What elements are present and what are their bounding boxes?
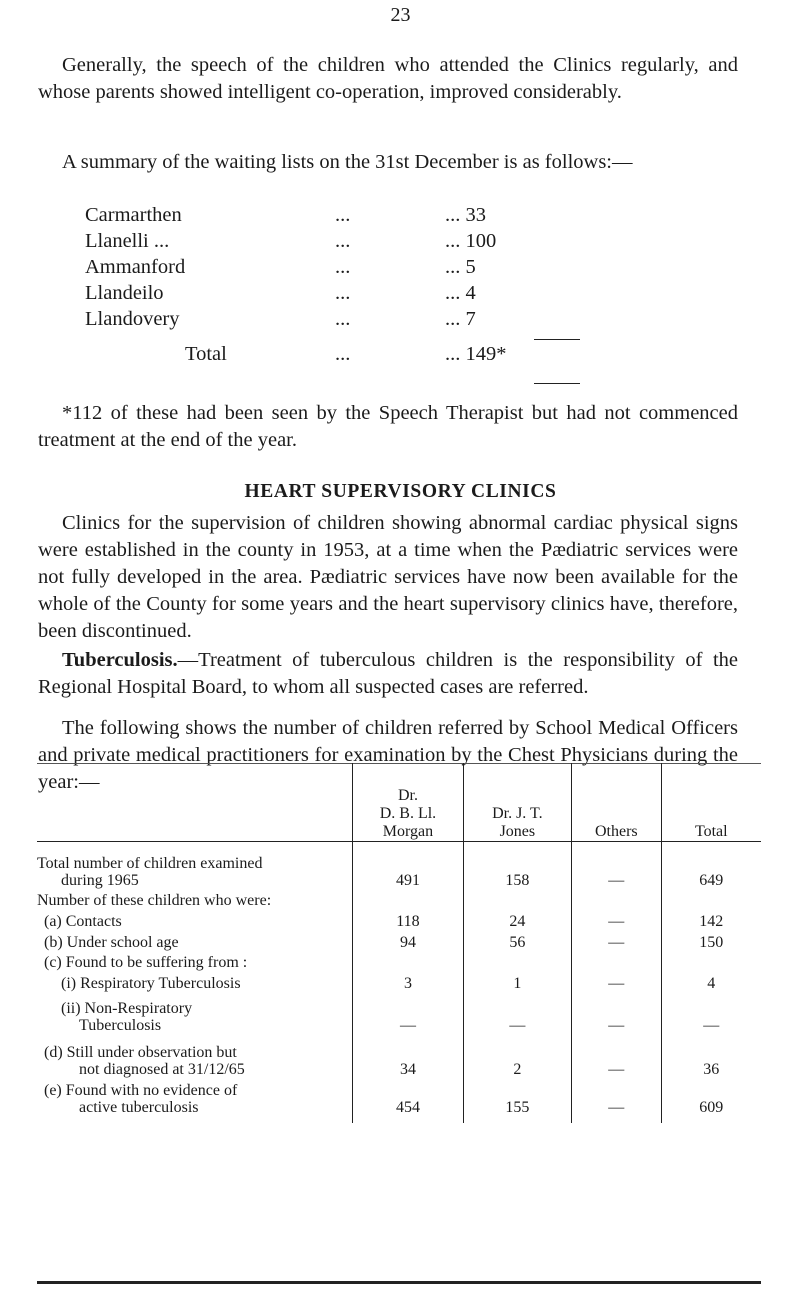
- paragraph-referrals: The following shows the number of children referred by School Medical Officers and private medical practitioners for examination by the Chest Physicians during the year:—: [38, 717, 738, 793]
- waiting-list-row: Llandovery ... ... 7: [85, 306, 525, 333]
- waiting-list-row: Carmarthen ... ... 33: [85, 202, 525, 229]
- place-name: Llanelli ...: [85, 230, 170, 252]
- table-row: Total number of children examined during 1965 491 158 — 649: [37, 842, 761, 890]
- table-row: Number of these children who were:: [37, 890, 761, 910]
- section-heading: HEART SUPERVISORY CLINICS: [244, 481, 557, 502]
- table-row: (ii) Non-Respiratory Tuberculosis — — — —: [37, 993, 761, 1035]
- waiting-total-row: Total ... ... 149*: [185, 343, 507, 365]
- place-name: Llandovery: [85, 308, 180, 330]
- waiting-list-row: Ammanford ... ... 5: [85, 254, 525, 281]
- place-name: Carmarthen: [85, 204, 182, 226]
- table-bottom-rule: [37, 1281, 761, 1284]
- waiting-list-row: Llandeilo ... ... 4: [85, 280, 525, 307]
- subtotal-rule: [534, 339, 580, 340]
- header-dr-jones: Dr. J. T. Jones: [463, 763, 571, 842]
- paragraph-heart-clinics: Clinics for the supervision of children showing abnormal cardiac physical signs were established in the county in 1953, at a time when the Pædiatric services were not fully developed in the area. Pædiatric services have now been available for the whole of the County for some years and the heart supervisory clinics have, therefore, been discontinued.: [38, 512, 738, 642]
- header-others: Others: [572, 763, 662, 842]
- table-row: (c) Found to be suffering from :: [37, 952, 761, 972]
- paragraph-tuberculosis: Tuberculosis.—Treatment of tuberculous children is the responsibility of the Regional Hospital Board, to whom all suspected cases are referred.: [38, 649, 738, 698]
- header-total: Total: [661, 763, 761, 842]
- waiting-count: ... 4: [445, 282, 476, 304]
- table-row: (e) Found with no evidence of active tuberculosis 454 155 — 609: [37, 1079, 761, 1123]
- referrals-table: [37, 763, 761, 1123]
- page-number: 23: [390, 4, 411, 26]
- waiting-count: ... 5: [445, 256, 476, 278]
- place-name: Ammanford: [85, 256, 186, 278]
- waiting-count: ... 7: [445, 308, 476, 330]
- waiting-count: ... 33: [445, 204, 486, 226]
- total-rule: [534, 383, 580, 384]
- paragraph-speech: Generally, the speech of the children who attended the Clinics regularly, and whose parents showed intelligent co-operation, improved considerably.: [38, 54, 738, 103]
- table-row: (b) Under school age 94 56 — 150: [37, 931, 761, 952]
- header-dr-morgan: Dr. D. B. Ll. Morgan: [353, 763, 463, 842]
- paragraph-waiting-lists: A summary of the waiting lists on the 31st December is as follows:—: [62, 151, 633, 173]
- table-row: (a) Contacts 118 24 — 142: [37, 910, 761, 931]
- table-header-row: [37, 763, 761, 842]
- place-name: Llandeilo: [85, 282, 164, 304]
- total-value: ... 149*: [445, 343, 507, 365]
- table-row: (d) Still under observation but not diagnosed at 31/12/65 34 2 — 36: [37, 1035, 761, 1079]
- header-blank: [37, 763, 353, 842]
- waiting-list-row: Llanelli ... ... ... 100: [85, 228, 525, 255]
- tuberculosis-heading: Tuberculosis.: [62, 649, 178, 671]
- waiting-count: ... 100: [445, 230, 497, 252]
- table-row: (i) Respiratory Tuberculosis 3 1 — 4: [37, 972, 761, 993]
- footnote: *112 of these had been seen by the Speech Therapist but had not commenced treatment at the end of the year.: [38, 402, 738, 451]
- total-label: Total: [185, 343, 227, 365]
